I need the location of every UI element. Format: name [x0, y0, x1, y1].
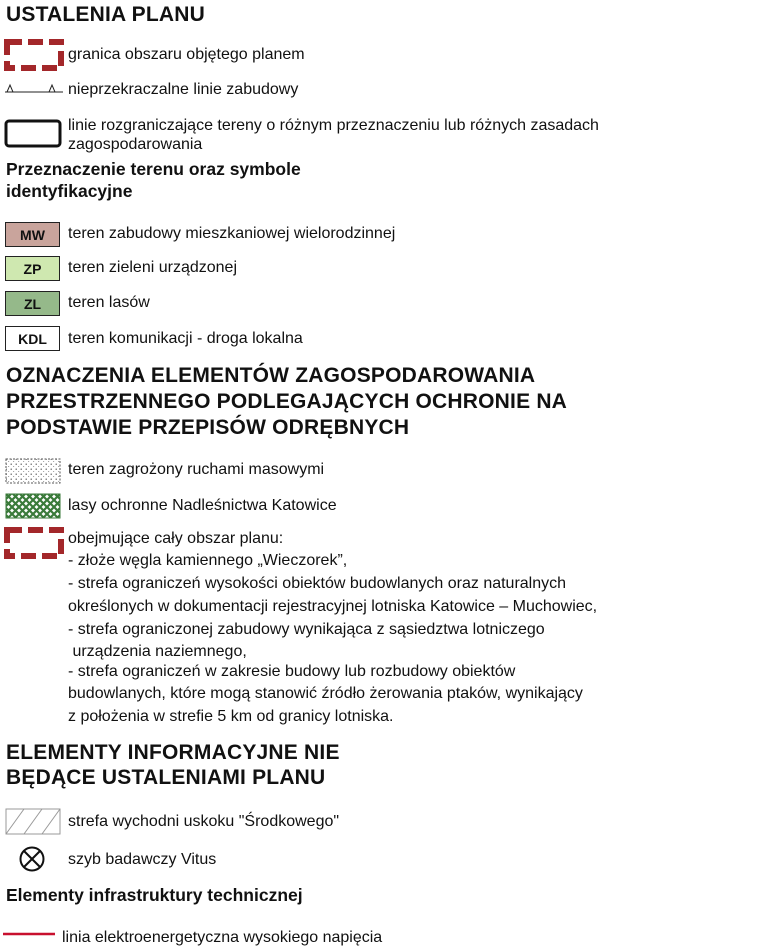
heading-przeznaczenie-line1: Przeznaczenie terenu oraz symbole [6, 159, 301, 179]
heading-ochrona-line1: OZNACZENIA ELEMENTÓW ZAGOSPODAROWANIA [6, 364, 536, 387]
zone-zl-swatch: ZL [5, 291, 60, 316]
zone-zl-label: teren lasów [68, 294, 150, 311]
heading-informacyjne-line2: BĘDĄCE USTALENIAMI PLANU [6, 766, 326, 789]
protection-caly-line2: - złoże węgla kamiennego „Wieczorek”, [68, 552, 348, 569]
landslide-hazard-icon [5, 458, 61, 484]
heading-ustalenia: USTALENIA PLANU [6, 3, 205, 26]
protection-caly-line5: - strefa ograniczonej zabudowy wynikająca z sąsiedztwa lotniczego [68, 621, 545, 638]
info-szyb-label: szyb badawczy Vitus [68, 851, 217, 868]
plan-boundary-icon [3, 38, 65, 72]
power-line-icon [3, 930, 57, 938]
building-line-icon [3, 80, 65, 96]
legend-granica-label: granica obszaru objętego planem [68, 46, 305, 63]
protection-caly-line7: - strefa ograniczeń w zakresie budowy lub rozbudowy obiektów [68, 663, 516, 680]
heading-przeznaczenie-line2: identyfikacyjne [6, 181, 133, 201]
info-uskok-label: strefa wychodni uskoku "Środkowego" [68, 813, 340, 830]
dividing-line-icon [3, 118, 65, 152]
protection-caly-line4: określonych w dokumentacji rejestracyjnej lotniska Katowice – Muchowiec, [68, 598, 598, 615]
protection-caly-line6: urządzenia naziemnego, [68, 643, 247, 660]
protection-lasy-label: lasy ochronne Nadleśnictwa Katowice [68, 497, 337, 514]
zone-mw-swatch: MW [5, 222, 60, 247]
protection-caly-line3: - strefa ograniczeń wysokości obiektów budowlanych oraz naturalnych [68, 575, 567, 592]
protection-caly-line8: budowlanych, które mogą stanowić źródło żerowania ptaków, wynikający [68, 685, 583, 702]
zone-kdl-swatch: KDL [5, 326, 60, 351]
fault-zone-icon [5, 808, 61, 835]
zone-zp-swatch: ZP [5, 256, 60, 281]
infra-linia-label: linia elektroenergetyczna wysokiego napięcia [62, 929, 383, 946]
protection-caly-line1: obejmujące cały obszar planu: [68, 530, 284, 547]
protection-caly-line9: z położenia w strefie 5 km od granicy lotniska. [68, 708, 394, 725]
heading-ochrona-line3: PODSTAWIE PRZEPISÓW ODRĘBNYCH [6, 416, 410, 439]
heading-infrastruktura: Elementy infrastruktury technicznej [6, 885, 303, 905]
legend-linie-zabudowy-label: nieprzekraczalne linie zabudowy [68, 81, 299, 98]
heading-informacyjne-line1: ELEMENTY INFORMACYJNE NIE [6, 741, 340, 764]
whole-area-boundary-icon [3, 526, 65, 560]
zone-zp-label: teren zieleni urządzonej [68, 259, 237, 276]
heading-ochrona-line2: PRZESTRZENNEGO PODLEGAJĄCYCH OCHRONIE NA [6, 390, 568, 413]
zone-kdl-label: teren komunikacji - droga lokalna [68, 330, 303, 347]
zone-mw-label: teren zabudowy mieszkaniowej wielorodzinnej [68, 225, 396, 242]
protective-forest-icon [5, 493, 61, 519]
protection-ruchy-label: teren zagrożony ruchami masowymi [68, 461, 325, 478]
legend-linie-rozgraniczajace-line2: zagospodarowania [68, 136, 203, 153]
legend-linie-rozgraniczajace-line1: linie rozgraniczające tereny o różnym przeznaczeniu lub różnych zasadach [68, 117, 599, 134]
shaft-icon [18, 845, 46, 873]
